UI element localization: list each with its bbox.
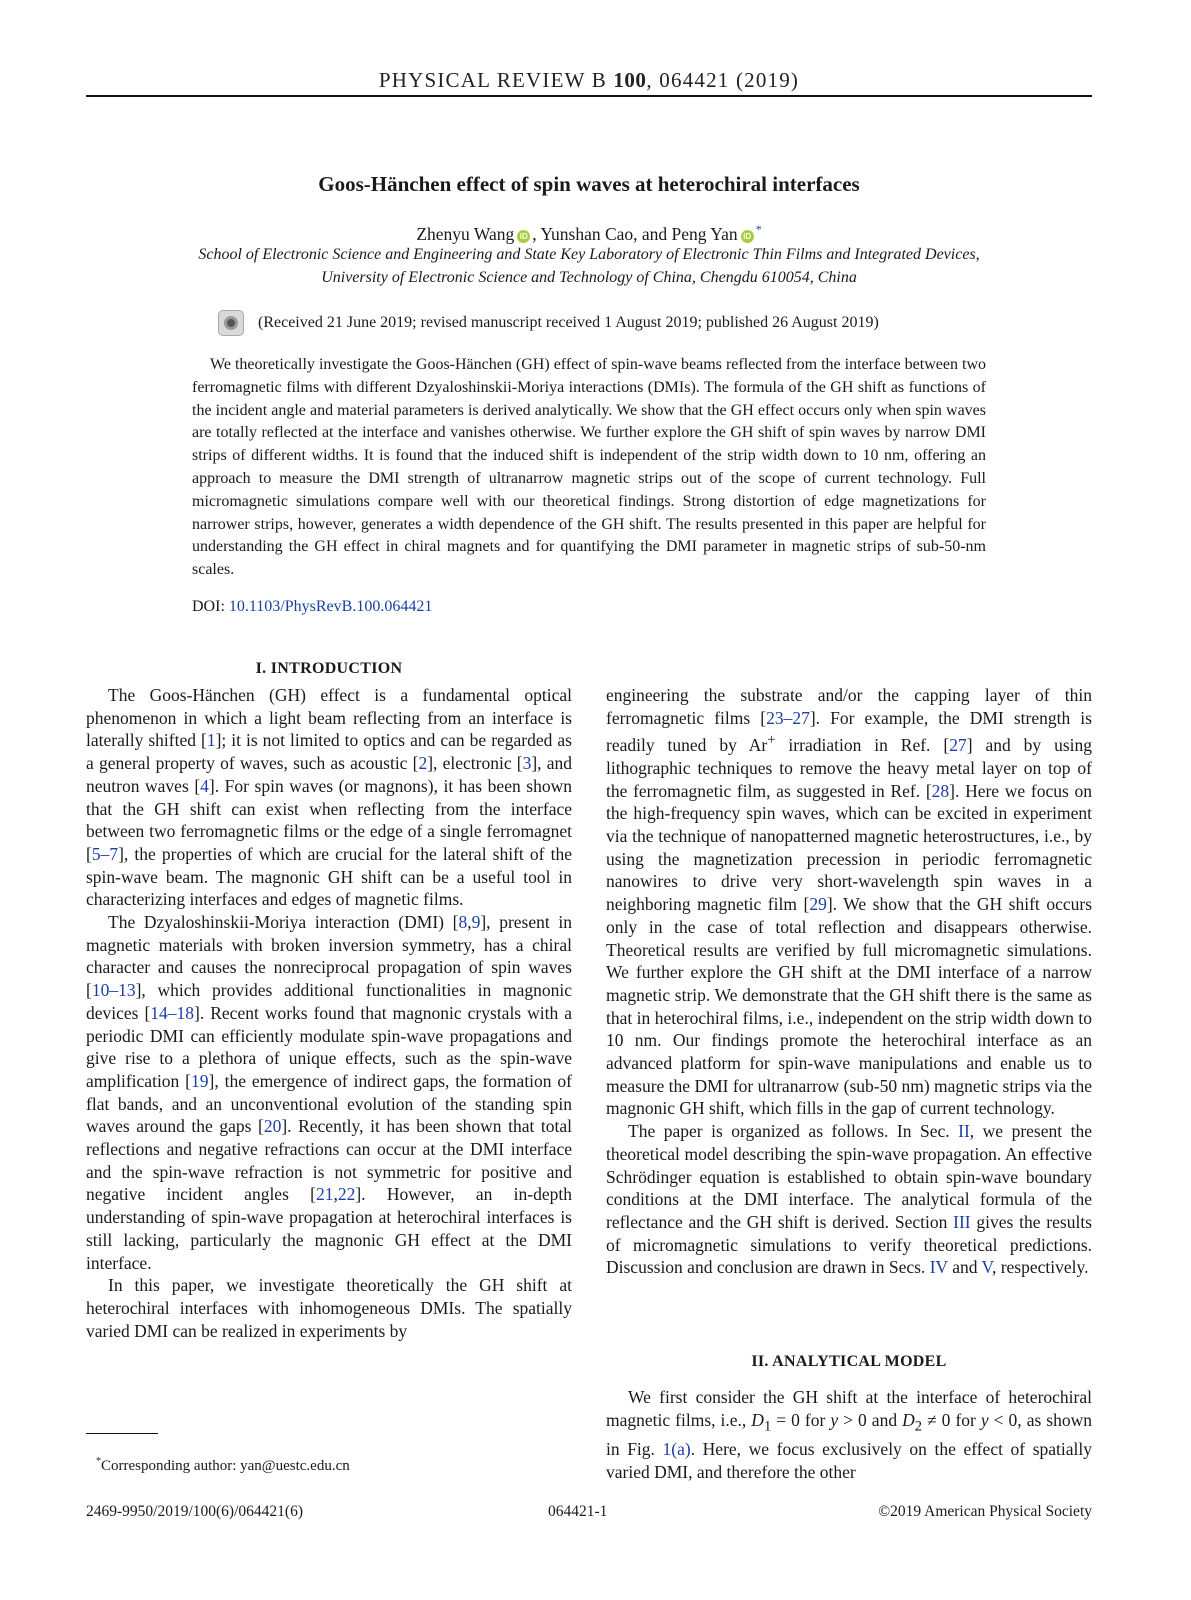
paragraph: In this paper, we investigate theoretically the GH shift at heterochiral interfaces with inhomogeneous DMIs. The spatially varied DMI can be realized in experiments by — [86, 1275, 572, 1341]
paragraph: The Dzyaloshinskii-Moriya interaction (DMI) [8,9], present in magnetic materials with broken inversion symmetry, has a chiral character and causes the nonreciprocal propagation of spin waves [10–13], which provides additional functionalities in magnonic devices [14–18]. Recent works found that magnonic crystals with a periodic DMI can efficiently modulate spin-wave propagations and give rise to a plethora of unique effects, such as the spin-wave amplification [19], the emergence of indirect gaps, the formation of flat bands, and an unconventional evolution of the standing spin waves around the gaps [20]. Recently, it has been shown that total reflections and negative refractions can occur at the DMI interface and the spin-wave refraction is not symmetric for positive and negative incident angles [21,22]. However, an in-depth understanding of spin-wave propagation at heterochiral interfaces is still lacking, particularly the magnonic GH effect at the DMI interface. — [86, 912, 573, 1273]
citation-link[interactable]: 4 — [200, 775, 209, 796]
header-rule — [86, 95, 1092, 97]
affiliation-line: School of Electronic Science and Engineering and State Key Laboratory of Electronic Thin Films and Integrated Devices, — [198, 246, 980, 263]
received-text: (Received 21 June 2019; revised manuscript received 1 August 2019; published 26 August 2019) — [258, 314, 879, 331]
doi-line — [192, 598, 432, 616]
doi-label: DOI: — [192, 598, 229, 615]
citation-link[interactable]: 2 — [418, 753, 428, 774]
footnote-mark: * — [96, 1456, 101, 1467]
paragraph: We first consider the GH shift at the interface of heterochiral magnetic films, i.e., $D_1 = 0$ for y > 0 and $D_2 \ne 0$ for y < 0, as shown in Fig. 1(a). Here, we focus exclusively on the effect of spatially varied DMI, and therefore the other — [606, 1387, 1092, 1482]
footer-page-number: 064421-1 — [548, 1503, 608, 1520]
citation-link[interactable]: 28 — [931, 780, 950, 801]
citation-link[interactable]: 23–27 — [766, 707, 810, 728]
citation-link[interactable]: 20 — [263, 1116, 282, 1137]
citation-link[interactable]: 29 — [809, 894, 827, 915]
abstract: We theoretically investigate the Goos-Hänchen (GH) effect of spin-wave beams reflected from the interface between two ferromagnetic films with different Dzyaloshinskii-Moriya interactions (DMIs). The formula of the GH shift as functions of the incident angle and material parameters is derived analytically. We show that the GH effect occurs only when spin waves are totally reflected at the interface and vanishes otherwise. We further explore the GH shift of spin waves by narrow DMI strips of different widths. It is found that the induced shift is independent of the strip width down to 10 nm, offering an approach to measure the DMI strength of ultranarrow magnetic strips out of the scope of current technology. Full micromagnetic simulations compare well with our theoretical findings. Strong distortion of edge magnetizations for narrower strips, however, generates a width dependence of the GH shift. The results presented in this paper are helpful for understanding the GH effect in chiral magnets and for quantifying the DMI parameter in magnetic strips of sub-50-nm scales. — [192, 356, 986, 579]
section-link[interactable]: IV — [929, 1257, 948, 1278]
footnote-text: Corresponding author: yan@uestc.edu.cn — [101, 1458, 350, 1474]
footer-copyright: ©2019 American Physical Society — [878, 1503, 1092, 1520]
author-list — [86, 222, 1092, 245]
paragraph: The Goos-Hänchen (GH) effect is a fundamental optical phenomenon in which a light beam reflecting from an interface is laterally shifted [1]; it is not limited to optics and can be regarded as a general property of waves, such as acoustic [2], electronic [3], and neutron waves [4]. For spin waves (or magnons), it has been shown that the GH shift can exist when reflecting from the interface between two ferromagnetic films or the edge of a single ferromagnet [5–7], the properties of which are crucial for the lateral shift of the spin-wave beam. The magnonic GH shift can be a useful tool in characterizing interfaces and edges of magnetic films. — [86, 685, 572, 910]
paper-title: Goos-Hänchen effect of spin waves at heterochiral interfaces — [318, 172, 860, 196]
figure-link[interactable]: 1(a) — [662, 1438, 691, 1459]
citation-link[interactable]: 22 — [337, 1184, 356, 1205]
journal-header — [86, 68, 1092, 96]
citation-link[interactable]: 5–7 — [91, 843, 119, 864]
citation-link[interactable]: 8 — [458, 912, 468, 933]
received-dates — [218, 310, 879, 336]
footnote-rule — [86, 1433, 158, 1434]
section-link[interactable]: V — [981, 1257, 992, 1278]
citation-link[interactable]: 21 — [315, 1184, 334, 1205]
section-heading-analytical-model: II. ANALYTICAL MODEL — [751, 1353, 947, 1370]
author-name[interactable]: Zhenyu Wang — [416, 224, 515, 244]
right-column-continued — [606, 1386, 1092, 1483]
right-column — [606, 684, 1092, 1279]
journal-volume: 100 — [613, 68, 647, 92]
footer-issn: 2469-9950/2019/100(6)/064421(6) — [86, 1503, 303, 1520]
crossmark-icon[interactable] — [218, 310, 244, 336]
citation-link[interactable]: 1 — [206, 730, 216, 751]
citation-link[interactable]: 10–13 — [91, 980, 136, 1001]
orcid-icon[interactable]: iD — [517, 230, 530, 243]
citation-link[interactable]: 14–18 — [150, 1002, 195, 1023]
paragraph: The paper is organized as follows. In Sec. II, we present the theoretical model describing the spin-wave propagation. An effective Schrödinger equation is established to obtain spin-wave boundary conditions at the DMI interface. The analytical formula of the reflectance and the GH shift is derived. Section III gives the results of micromagnetic simulations to verify theoretical predictions. Discussion and conclusion are drawn in Secs. IV and V, respectively. — [606, 1121, 1092, 1278]
journal-citation: , 064421 (2019) — [646, 68, 800, 92]
author-names[interactable]: , Yunshan Cao, and Peng Yan — [532, 224, 738, 244]
orcid-icon[interactable]: iD — [741, 230, 754, 243]
citation-link[interactable]: 19 — [191, 1070, 209, 1091]
corresponding-author-mark[interactable]: * — [755, 222, 762, 236]
section-heading-introduction: I. INTRODUCTION — [255, 660, 403, 677]
section-link[interactable]: III — [953, 1212, 971, 1232]
left-column — [86, 684, 572, 1342]
doi-link[interactable]: 10.1103/PhysRevB.100.064421 — [228, 598, 433, 615]
citation-link[interactable]: 9 — [471, 912, 481, 933]
footnote — [96, 1456, 350, 1475]
citation-link[interactable]: 27 — [949, 735, 967, 756]
journal-name: PHYSICAL REVIEW B — [378, 68, 607, 92]
citation-link[interactable]: 3 — [522, 753, 532, 774]
affiliation-line: University of Electronic Science and Technology of China, Chengdu 610054, China — [321, 269, 857, 286]
section-link[interactable]: II — [958, 1121, 970, 1142]
paragraph: engineering the substrate and/or the capping layer of thin ferromagnetic films [23–27]. For example, the DMI strength is readily tuned by Ar+ irradiation in Ref. [27] and by using lithographic techniques to remove the heavy metal layer on top of the ferromagnetic film, as suggested in Ref. [28]. Here we focus on the high-frequency spin waves, which can be excited in experiment via the technique of nanopatterned magnetic heterostructures, i.e., by using the magnetization precession in periodic ferromagnetic nanowires to drive very short-wavelength spin waves in a neighboring magnetic film [29]. We show that the GH shift occurs only in the case of total reflection and disappears otherwise. Theoretical results are verified by full micromagnetic simulations. We further explore the GH shift at the DMI interface of a narrow magnetic strip. We demonstrate that the GH shift there is the same as that in heterochiral films, i.e., independent on the strip width down to 10 nm. Our findings promote the heterochiral interface as an advanced platform for spin-wave manipulations and enable us to measure the DMI for ultranarrow (sub-50 nm) magnetic strips via the magnonic GH shift, which fills in the gap of current technology. — [606, 685, 1093, 1119]
